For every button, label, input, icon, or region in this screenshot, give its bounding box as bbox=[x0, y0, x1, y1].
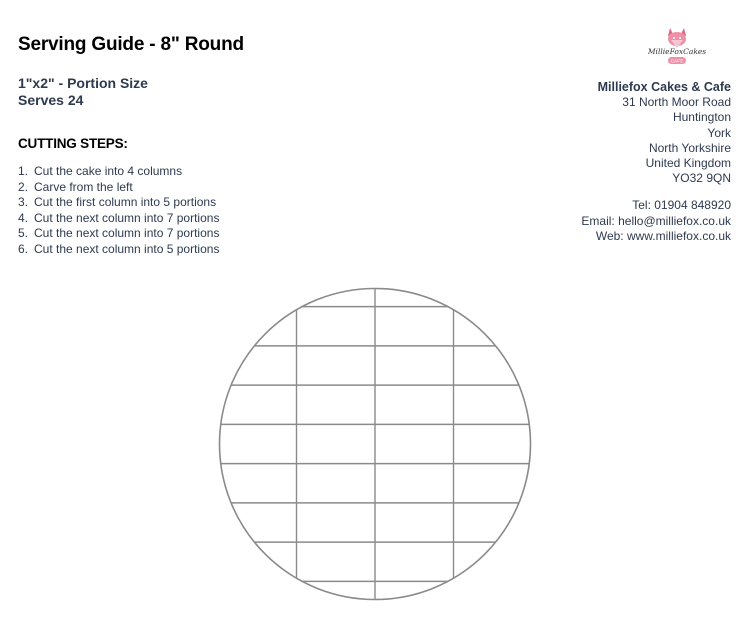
address-line: North Yorkshire bbox=[648, 140, 731, 155]
portion-info bbox=[18, 75, 148, 109]
step-item bbox=[18, 226, 219, 242]
step-text: Cut the first column into 5 portions bbox=[34, 195, 217, 210]
company-logo bbox=[648, 24, 706, 68]
cutting-steps-list bbox=[18, 164, 219, 258]
step-text: Cut the next column into 5 portions bbox=[34, 241, 220, 256]
step-number: 6. bbox=[18, 241, 29, 256]
step-number: 4. bbox=[18, 210, 29, 225]
portion-size: 1"x2" - Portion Size bbox=[18, 75, 148, 91]
svg-text:CAFE: CAFE bbox=[670, 59, 684, 65]
step-item bbox=[18, 180, 219, 196]
steps-heading: CUTTING STEPS: bbox=[18, 136, 128, 151]
step-number: 3. bbox=[18, 195, 29, 210]
step-text: Cut the next column into 7 portions bbox=[34, 210, 220, 225]
step-text: Carve from the left bbox=[34, 179, 133, 194]
step-number: 2. bbox=[18, 179, 29, 194]
address-line: United Kingdom bbox=[645, 156, 731, 171]
step-text: Cut the cake into 4 columns bbox=[34, 164, 183, 178]
page-title: Serving Guide - 8" Round bbox=[18, 34, 244, 55]
cake-cutting-diagram bbox=[218, 287, 532, 601]
step-item bbox=[18, 195, 219, 211]
step-item bbox=[18, 164, 219, 180]
telephone: Tel: 01904 848920 bbox=[632, 198, 731, 213]
company-name: Milliefox Cakes & Cafe bbox=[597, 80, 731, 94]
step-text: Cut the next column into 7 portions bbox=[34, 226, 220, 241]
svg-text:MillieFoxCakes: MillieFoxCakes bbox=[648, 47, 706, 56]
step-number: 1. bbox=[18, 164, 29, 178]
email: Email: hello@milliefox.co.uk bbox=[581, 213, 731, 228]
serves-count: Serves 24 bbox=[18, 92, 84, 108]
company-details bbox=[581, 80, 731, 244]
contact-block bbox=[581, 198, 731, 244]
address-line: 31 North Moor Road bbox=[622, 95, 731, 110]
step-number: 5. bbox=[18, 226, 29, 241]
address-line: York bbox=[707, 125, 731, 140]
step-item bbox=[18, 242, 219, 258]
fox-icon bbox=[668, 28, 686, 48]
website: Web: www.milliefox.co.uk bbox=[595, 228, 731, 243]
address-line: Huntington bbox=[672, 110, 731, 125]
address-line: YO32 9QN bbox=[672, 171, 731, 186]
step-item bbox=[18, 211, 219, 227]
